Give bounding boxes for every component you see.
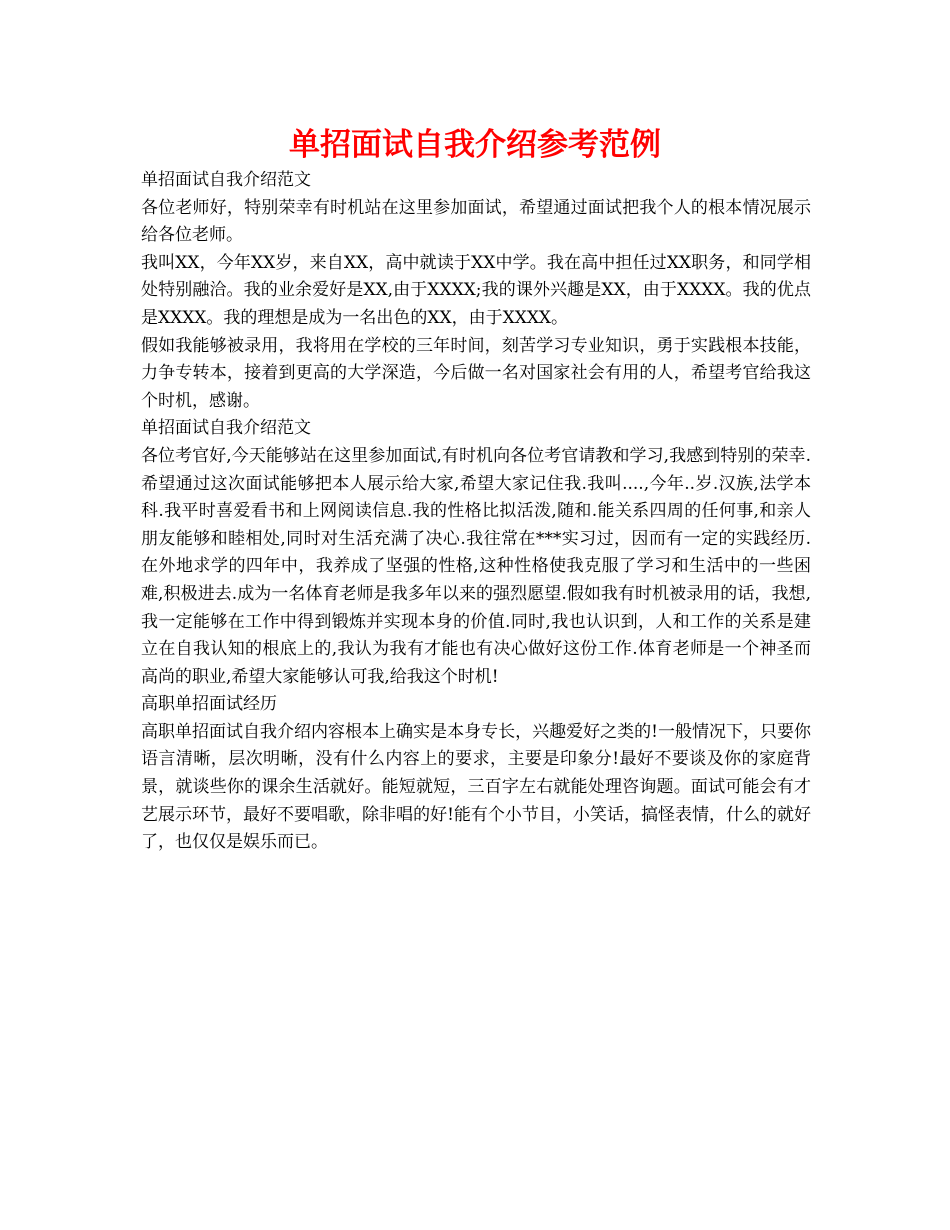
section-heading: 高职单招面试经历 (141, 694, 277, 715)
paragraph: 我叫XX，今年XX岁，来自XX，高中就读于XX中学。我在高中担任过XX职务，和同学相处特别融洽。我的业余爱好是XX,由于XXXX;我的课外兴趣是XX，由于XXXX。我的优点是XXXX。我的理想是成为一名出色的XX，由于XXXX。 (141, 252, 811, 328)
paragraph: 各位老师好，特别荣幸有时机站在这里参加面试，希望通过面试把我个人的根本情况展示给各位老师。 (141, 197, 811, 246)
section-heading: 单招面试自我介绍范文 (141, 418, 311, 439)
section-heading: 单招面试自我介绍范文 (141, 170, 311, 190)
paragraph: 假如我能够被录用，我将用在学校的三年时间，刻苦学习专业知识，勇于实践根本技能，力争专转本，接着到更高的大学深造，今后做一名对国家社会有用的人，希望考官给我这个时机，感谢。 (141, 335, 811, 411)
document-title: 单招面试自我介绍参考范例 (289, 127, 661, 163)
paragraph: 各位考官好,今天能够站在这里参加面试,有时机向各位考官请教和学习,我感到特别的荣幸.希望通过这次面试能够把本人展示给大家,希望大家记住我.我叫....,今年..岁.汉族,法学本科.我平时喜爱看书和上网阅读信息.我的性格比拟活泼,随和.能关系四周的任何事,和亲人朋友能够和睦相处,同时对生活充满了决心.我往常在***实习过，因而有一定的实践经历.在外地求学的四年中，我养成了坚强的性格,这种性格使我克服了学习和生活中的一些困难,积极进去.成为一名体育老师是我多年以来的强烈愿望.假如我有时机被录用的话，我想,我一定能够在工作中得到锻炼并实现本身的价值.同时,我也认识到，人和工作的关系是建立在自我认知的根底上的,我认为我有才能也有决心做好这份工作.体育老师是一个神圣而高尚的职业,希望大家能够认可我,给我这个时机! (141, 445, 811, 687)
paragraph: 高职单招面试自我介绍内容根本上确实是本身专长，兴趣爱好之类的!一般情况下，只要你语言清晰，层次明晰，没有什么内容上的要求，主要是印象分!最好不要谈及你的家庭背景，就谈些你的课余生活就好。能短就短，三百字左右就能处理咨询题。面试可能会有才艺展示环节，最好不要唱歌，除非唱的好!能有个小节目，小笑话，搞怪表情，什么的就好了，也仅仅是娱乐而已。 (141, 721, 811, 853)
document-body (141, 167, 811, 857)
